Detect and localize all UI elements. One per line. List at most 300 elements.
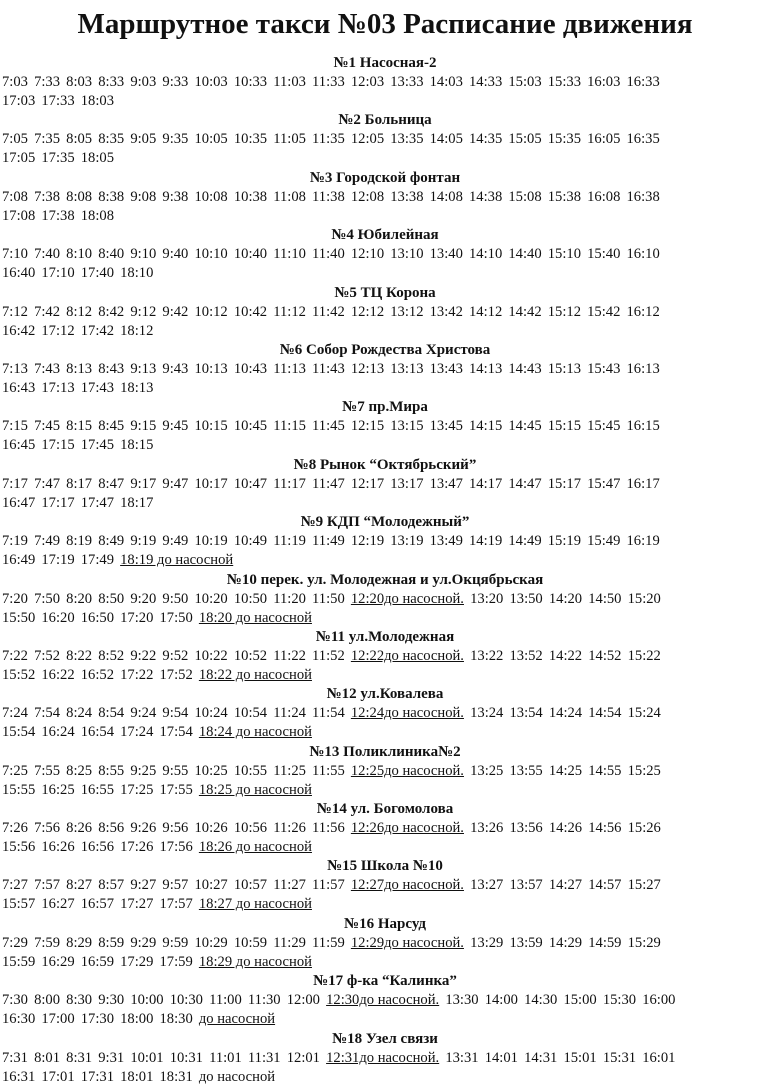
departure-time: 9:55 bbox=[162, 762, 189, 779]
departure-time: 7:29 bbox=[2, 934, 28, 951]
departure-time: 14:31 bbox=[524, 1049, 558, 1066]
departure-time: 17:10 bbox=[41, 265, 75, 282]
departure-time: 15:15 bbox=[547, 418, 581, 435]
departure-time: 17:52 bbox=[159, 666, 193, 683]
departure-time: 16:57 bbox=[80, 896, 114, 913]
departure-time: 8:38 bbox=[98, 188, 125, 205]
departure-time: 9:30 bbox=[98, 992, 125, 1009]
stop-block bbox=[0, 972, 770, 1029]
departure-time: 10:10 bbox=[194, 246, 228, 263]
departure-time: 18:10 bbox=[120, 265, 154, 282]
departure-time: 9:42 bbox=[162, 303, 189, 320]
departure-time: 10:08 bbox=[194, 188, 228, 205]
departure-time: 17:15 bbox=[41, 437, 75, 454]
departure-time: 15:12 bbox=[547, 303, 581, 320]
departure-time: 15:59 bbox=[2, 953, 36, 970]
times-row bbox=[0, 590, 770, 609]
departure-time: 15:27 bbox=[627, 877, 661, 894]
times-row bbox=[0, 666, 770, 685]
departure-time-note: 12:25до насосной. bbox=[350, 762, 464, 779]
departure-time: 17:05 bbox=[2, 150, 36, 167]
departure-time: 9:59 bbox=[162, 934, 189, 951]
departure-time: 14:26 bbox=[548, 820, 583, 837]
departure-time: 16:27 bbox=[41, 896, 75, 913]
departure-time-note: 12:30до насосной. bbox=[326, 992, 440, 1009]
stop-name: №7 пр.Мира bbox=[342, 399, 428, 416]
times-row bbox=[0, 934, 770, 953]
departure-time: 16:43 bbox=[2, 379, 36, 396]
departure-time: 17:56 bbox=[159, 839, 193, 856]
departure-time: 7:12 bbox=[2, 303, 28, 320]
departure-time: 12:13 bbox=[350, 360, 385, 377]
departure-time: 9:26 bbox=[130, 820, 157, 837]
stop-block bbox=[0, 571, 770, 628]
times-row bbox=[0, 92, 770, 111]
departure-time: 15:38 bbox=[547, 188, 581, 205]
departure-time: 14:12 bbox=[469, 303, 503, 320]
departure-time: 11:05 bbox=[273, 131, 306, 148]
departure-time: 13:35 bbox=[390, 131, 424, 148]
page-title: Маршрутное такси №03 Расписание движения bbox=[77, 8, 693, 40]
departure-time: 8:20 bbox=[66, 590, 93, 607]
departure-time: 7:55 bbox=[34, 762, 61, 779]
departure-time: 15:56 bbox=[2, 839, 36, 856]
departure-time: 15:54 bbox=[2, 724, 36, 741]
departure-time: 11:42 bbox=[312, 303, 345, 320]
departure-time: 14:52 bbox=[588, 647, 622, 664]
departure-time: 11:50 bbox=[312, 590, 345, 607]
departure-time: 7:59 bbox=[34, 934, 61, 951]
departure-time: до насосной bbox=[198, 1068, 276, 1085]
departure-time: 11:55 bbox=[312, 762, 345, 779]
departure-time: 14:27 bbox=[548, 877, 583, 894]
stop-block bbox=[0, 341, 770, 398]
departure-time: 9:47 bbox=[162, 475, 189, 492]
departure-time: 10:57 bbox=[233, 877, 268, 894]
departure-time: 14:35 bbox=[469, 131, 503, 148]
departure-time: 17:47 bbox=[80, 494, 114, 511]
departure-time: 11:43 bbox=[312, 360, 345, 377]
departure-time-note: 12:26до насосной. bbox=[350, 820, 464, 837]
stop-name: №2 Больница bbox=[338, 112, 432, 129]
departure-time: 10:22 bbox=[194, 647, 228, 664]
departure-time-note: 12:31до насосной. bbox=[326, 1049, 440, 1066]
departure-time: 7:52 bbox=[34, 647, 61, 664]
departure-time: 8:55 bbox=[98, 762, 125, 779]
departure-time: 16:52 bbox=[80, 666, 114, 683]
stop-block bbox=[0, 398, 770, 455]
departure-time: 8:27 bbox=[66, 877, 93, 894]
departure-time: 11:08 bbox=[273, 188, 306, 205]
departure-time: 16:01 bbox=[642, 1049, 676, 1066]
departure-time: 14:17 bbox=[469, 475, 503, 492]
departure-time: 9:24 bbox=[130, 705, 157, 722]
departure-time-note: 12:20до насосной. bbox=[350, 590, 464, 607]
departure-time: 13:54 bbox=[509, 705, 543, 722]
departure-time: 15:22 bbox=[627, 647, 661, 664]
departure-time: 7:26 bbox=[2, 820, 28, 837]
departure-time: 9:49 bbox=[162, 533, 189, 550]
departure-time: 16:47 bbox=[2, 494, 36, 511]
departure-time: 7:47 bbox=[34, 475, 61, 492]
departure-time: 9:35 bbox=[162, 131, 189, 148]
departure-time: 16:40 bbox=[2, 265, 36, 282]
departure-time: 8:10 bbox=[66, 246, 93, 263]
departure-time: 7:31 bbox=[2, 1049, 28, 1066]
departure-time: 9:20 bbox=[130, 590, 157, 607]
departure-time: 16:08 bbox=[587, 188, 621, 205]
departure-time: 15:40 bbox=[587, 246, 621, 263]
departure-time: 16:15 bbox=[626, 418, 660, 435]
departure-time: 16:35 bbox=[626, 131, 660, 148]
departure-time: 10:35 bbox=[233, 131, 268, 148]
departure-time: 7:13 bbox=[2, 360, 28, 377]
departure-time: 7:30 bbox=[2, 992, 28, 1009]
departure-time: 13:43 bbox=[429, 360, 463, 377]
departure-time: 16:00 bbox=[642, 992, 676, 1009]
departure-time: 9:10 bbox=[130, 246, 157, 263]
times-row bbox=[0, 895, 770, 914]
departure-time: 13:25 bbox=[470, 762, 504, 779]
departure-time: 17:20 bbox=[120, 609, 154, 626]
departure-time: 13:59 bbox=[509, 934, 543, 951]
departure-time: 14:22 bbox=[548, 647, 583, 664]
departure-time-note: 12:24до насосной. bbox=[350, 705, 464, 722]
departure-time: 7:24 bbox=[2, 705, 28, 722]
stop-name: №3 Городской фонтан bbox=[309, 169, 461, 186]
departure-time: 14:50 bbox=[588, 590, 622, 607]
times-row bbox=[0, 149, 770, 168]
departure-time: 9:19 bbox=[130, 533, 157, 550]
stop-block bbox=[0, 284, 770, 341]
departure-time: 17:45 bbox=[80, 437, 114, 454]
departure-time: 8:33 bbox=[98, 74, 125, 90]
departure-time: 10:12 bbox=[194, 303, 228, 320]
departure-time: 7:15 bbox=[2, 418, 28, 435]
departure-time: 13:47 bbox=[429, 475, 463, 492]
departure-time: 11:27 bbox=[273, 877, 306, 894]
departure-time-note: 12:29до насосной. bbox=[350, 934, 464, 951]
departure-time: 7:57 bbox=[34, 877, 61, 894]
times-row bbox=[0, 876, 770, 895]
departure-time: 11:22 bbox=[273, 647, 306, 664]
departure-time: 8:12 bbox=[66, 303, 93, 320]
departure-time: 13:45 bbox=[429, 418, 463, 435]
departure-time: 11:38 bbox=[312, 188, 345, 205]
departure-time: 17:17 bbox=[41, 494, 75, 511]
departure-time: 7:45 bbox=[34, 418, 61, 435]
departure-time: 10:24 bbox=[194, 705, 228, 722]
departure-time: 11:24 bbox=[273, 705, 306, 722]
departure-time: 10:33 bbox=[233, 74, 268, 90]
departure-time: 11:30 bbox=[247, 992, 281, 1009]
departure-time: 16:50 bbox=[80, 609, 114, 626]
departure-time: 7:42 bbox=[34, 303, 61, 320]
departure-time: 11:20 bbox=[273, 590, 306, 607]
departure-time: 17:08 bbox=[2, 207, 36, 224]
departure-time: 13:56 bbox=[509, 820, 543, 837]
departure-time: 7:40 bbox=[34, 246, 61, 263]
departure-time: 18:15 bbox=[120, 437, 154, 454]
stop-block bbox=[0, 169, 770, 226]
departure-time: 17:24 bbox=[120, 724, 154, 741]
departure-time: 10:49 bbox=[233, 533, 268, 550]
departure-time: 9:33 bbox=[162, 74, 189, 90]
departure-time: 15:45 bbox=[587, 418, 621, 435]
stop-block bbox=[0, 800, 770, 857]
departure-time: 14:59 bbox=[588, 934, 622, 951]
departure-time: 7:20 bbox=[2, 590, 28, 607]
departure-time: 13:33 bbox=[390, 74, 424, 90]
times-row bbox=[0, 360, 770, 379]
departure-time: 8:56 bbox=[98, 820, 125, 837]
stop-name: №16 Нарсуд bbox=[344, 915, 426, 932]
departure-time: 17:33 bbox=[41, 93, 75, 109]
departure-time: 7:27 bbox=[2, 877, 28, 894]
times-row bbox=[0, 704, 770, 723]
departure-time: 8:13 bbox=[66, 360, 93, 377]
departure-time: 17:01 bbox=[41, 1068, 75, 1085]
stop-name: №18 Узел связи bbox=[332, 1030, 438, 1047]
times-row bbox=[0, 551, 770, 570]
stop-block bbox=[0, 111, 770, 168]
times-row bbox=[0, 379, 770, 398]
departure-time: 17:12 bbox=[41, 322, 75, 339]
departure-time: 10:52 bbox=[233, 647, 268, 664]
departure-time: 13:42 bbox=[429, 303, 463, 320]
departure-time: 8:29 bbox=[66, 934, 93, 951]
departure-time: 16:31 bbox=[2, 1068, 36, 1085]
departure-time: 16:26 bbox=[41, 839, 75, 856]
departure-time: 8:42 bbox=[98, 303, 125, 320]
departure-time: 13:19 bbox=[390, 533, 424, 550]
departure-time: 11:54 bbox=[312, 705, 345, 722]
departure-time: 14:24 bbox=[548, 705, 583, 722]
departure-time: 11:56 bbox=[312, 820, 345, 837]
departure-time: 18:08 bbox=[80, 207, 114, 224]
stop-block bbox=[0, 226, 770, 283]
departure-time: 15:01 bbox=[563, 1049, 597, 1066]
departure-time: 10:56 bbox=[233, 820, 268, 837]
departure-time: 8:00 bbox=[34, 992, 61, 1009]
departure-time: 8:30 bbox=[66, 992, 93, 1009]
departure-time-note: 12:27до насосной. bbox=[350, 877, 464, 894]
departure-time: 9:40 bbox=[162, 246, 189, 263]
departure-time: 18:13 bbox=[120, 379, 154, 396]
departure-time: 17:38 bbox=[41, 207, 75, 224]
departure-time: 8:22 bbox=[66, 647, 93, 664]
departure-time: 17:40 bbox=[80, 265, 114, 282]
departure-time: 10:17 bbox=[194, 475, 228, 492]
departure-time: 7:10 bbox=[2, 246, 28, 263]
departure-time: 15:08 bbox=[508, 188, 542, 205]
stop-block bbox=[0, 915, 770, 972]
departure-time: 7:43 bbox=[34, 360, 61, 377]
departure-time: 10:25 bbox=[194, 762, 228, 779]
departure-time: 9:08 bbox=[130, 188, 157, 205]
departure-time: 7:08 bbox=[2, 188, 28, 205]
departure-time: 14:00 bbox=[484, 992, 518, 1009]
times-row bbox=[0, 819, 770, 838]
departure-time-note: 12:22до насосной. bbox=[350, 647, 464, 664]
departure-time: 15:33 bbox=[547, 74, 581, 90]
departure-time: 8:45 bbox=[98, 418, 125, 435]
departure-time: 10:43 bbox=[233, 360, 268, 377]
departure-time: 13:29 bbox=[470, 934, 504, 951]
departure-time: 15:24 bbox=[627, 705, 661, 722]
departure-time: 10:13 bbox=[194, 360, 228, 377]
times-row bbox=[0, 532, 770, 551]
departure-time: 7:19 bbox=[2, 533, 28, 550]
times-row bbox=[0, 647, 770, 666]
departure-time: 8:52 bbox=[98, 647, 125, 664]
departure-time: 8:17 bbox=[66, 475, 93, 492]
departure-time: 15:52 bbox=[2, 666, 36, 683]
departure-time: 13:50 bbox=[509, 590, 543, 607]
departure-time: 9:57 bbox=[162, 877, 189, 894]
times-row bbox=[0, 723, 770, 742]
departure-time: 13:57 bbox=[509, 877, 543, 894]
departure-time: 11:29 bbox=[273, 934, 306, 951]
departure-time: 15:19 bbox=[547, 533, 581, 550]
departure-time: 12:00 bbox=[286, 992, 320, 1009]
stop-block bbox=[0, 628, 770, 685]
departure-time: 16:05 bbox=[587, 131, 621, 148]
departure-time: 8:43 bbox=[98, 360, 125, 377]
departure-time: 11:49 bbox=[312, 533, 345, 550]
departure-time: 11:01 bbox=[209, 1049, 242, 1066]
departure-time: 14:40 bbox=[508, 246, 542, 263]
departure-time: 8:59 bbox=[98, 934, 125, 951]
departure-time: 15:57 bbox=[2, 896, 36, 913]
times-row bbox=[0, 609, 770, 628]
departure-time: 12:08 bbox=[350, 188, 385, 205]
departure-time: 17:49 bbox=[80, 552, 114, 569]
departure-time: 9:12 bbox=[130, 303, 157, 320]
departure-time: 10:55 bbox=[233, 762, 268, 779]
departure-time: 16:54 bbox=[80, 724, 114, 741]
stop-block bbox=[0, 743, 770, 800]
departure-time: 16:17 bbox=[626, 475, 660, 492]
departure-time: 16:25 bbox=[41, 781, 75, 798]
departure-time: 11:10 bbox=[273, 246, 306, 263]
departure-time: 13:27 bbox=[470, 877, 504, 894]
departure-time: 12:03 bbox=[350, 74, 385, 90]
times-row bbox=[0, 838, 770, 857]
departure-time: 16:56 bbox=[80, 839, 114, 856]
departure-time: 10:01 bbox=[130, 1049, 164, 1066]
departure-time: 14:33 bbox=[469, 74, 503, 90]
stop-block bbox=[0, 456, 770, 513]
departure-time: 15:42 bbox=[587, 303, 621, 320]
departure-time: 12:10 bbox=[350, 246, 385, 263]
departure-time: 16:49 bbox=[2, 552, 36, 569]
departure-time: 13:17 bbox=[390, 475, 424, 492]
departure-time: 10:19 bbox=[194, 533, 228, 550]
departure-time: 8:40 bbox=[98, 246, 125, 263]
departure-time: 15:10 bbox=[547, 246, 581, 263]
departure-time: 15:55 bbox=[2, 781, 36, 798]
departure-time: 11:52 bbox=[312, 647, 345, 664]
departure-time-note: 18:19 до насосной bbox=[120, 552, 234, 569]
departure-time: 11:03 bbox=[273, 74, 306, 90]
departure-time: 8:49 bbox=[98, 533, 125, 550]
departure-time: 11:26 bbox=[273, 820, 306, 837]
departure-time: 8:25 bbox=[66, 762, 93, 779]
departure-time: 11:13 bbox=[273, 360, 306, 377]
departure-time: 9:22 bbox=[130, 647, 157, 664]
departure-time: 8:03 bbox=[66, 74, 93, 90]
departure-time: 14:43 bbox=[508, 360, 542, 377]
times-row bbox=[0, 494, 770, 513]
departure-time: 8:05 bbox=[66, 131, 93, 148]
departure-time: 14:30 bbox=[524, 992, 558, 1009]
departure-time: 11:35 bbox=[312, 131, 345, 148]
departure-time-note: 18:29 до насосной bbox=[198, 953, 312, 970]
departure-time: 15:35 bbox=[547, 131, 581, 148]
stop-name: №17 ф-ка “Калинка” bbox=[313, 973, 457, 990]
departure-time: 9:27 bbox=[130, 877, 157, 894]
departure-time: 18:17 bbox=[120, 494, 154, 511]
times-row bbox=[0, 762, 770, 781]
departure-time: 17:27 bbox=[120, 896, 154, 913]
departure-time: 16:33 bbox=[626, 74, 660, 90]
stop-name: №8 Рынок “Октябрьский” bbox=[293, 456, 477, 473]
departure-time: 17:57 bbox=[159, 896, 193, 913]
departure-time: 13:55 bbox=[509, 762, 543, 779]
departure-time: 17:50 bbox=[159, 609, 193, 626]
departure-time: 14:45 bbox=[508, 418, 542, 435]
departure-time: 11:00 bbox=[209, 992, 242, 1009]
departure-time: 14:13 bbox=[469, 360, 503, 377]
departure-time: 16:59 bbox=[80, 953, 114, 970]
departure-time: 17:30 bbox=[80, 1011, 114, 1028]
departure-time: 8:24 bbox=[66, 705, 93, 722]
departure-time: 18:03 bbox=[80, 93, 114, 109]
departure-time: 15:17 bbox=[547, 475, 581, 492]
departure-time-note: 18:24 до насосной bbox=[198, 724, 312, 741]
departure-time: 10:50 bbox=[233, 590, 268, 607]
departure-time: 13:13 bbox=[390, 360, 424, 377]
departure-time: 13:49 bbox=[429, 533, 463, 550]
departure-time: 16:20 bbox=[41, 609, 75, 626]
times-row bbox=[0, 264, 770, 283]
departure-time: 10:59 bbox=[233, 934, 268, 951]
departure-time: 8:31 bbox=[66, 1049, 93, 1066]
departure-time: 11:33 bbox=[312, 74, 345, 90]
departure-time: 9:54 bbox=[162, 705, 189, 722]
stop-block bbox=[0, 54, 770, 111]
departure-time: 14:49 bbox=[508, 533, 542, 550]
departure-time: 7:33 bbox=[34, 74, 61, 90]
stop-name: №10 перек. ул. Молодежная и ул.Окцябрьская bbox=[226, 571, 544, 588]
departure-time: 15:50 bbox=[2, 609, 36, 626]
departure-time: 17:00 bbox=[41, 1011, 75, 1028]
departure-time: 9:15 bbox=[130, 418, 157, 435]
times-row bbox=[0, 245, 770, 264]
departure-time: 8:19 bbox=[66, 533, 93, 550]
departure-time: 13:15 bbox=[390, 418, 424, 435]
departure-time: 9:56 bbox=[162, 820, 189, 837]
departure-time: 16:19 bbox=[626, 533, 660, 550]
departure-time: 13:26 bbox=[470, 820, 504, 837]
departure-time: 9:45 bbox=[162, 418, 189, 435]
departure-time: 17:03 bbox=[2, 93, 36, 109]
departure-time: 9:52 bbox=[162, 647, 189, 664]
departure-time: 8:01 bbox=[34, 1049, 61, 1066]
departure-time: 10:27 bbox=[194, 877, 228, 894]
departure-time: 17:31 bbox=[80, 1068, 114, 1085]
